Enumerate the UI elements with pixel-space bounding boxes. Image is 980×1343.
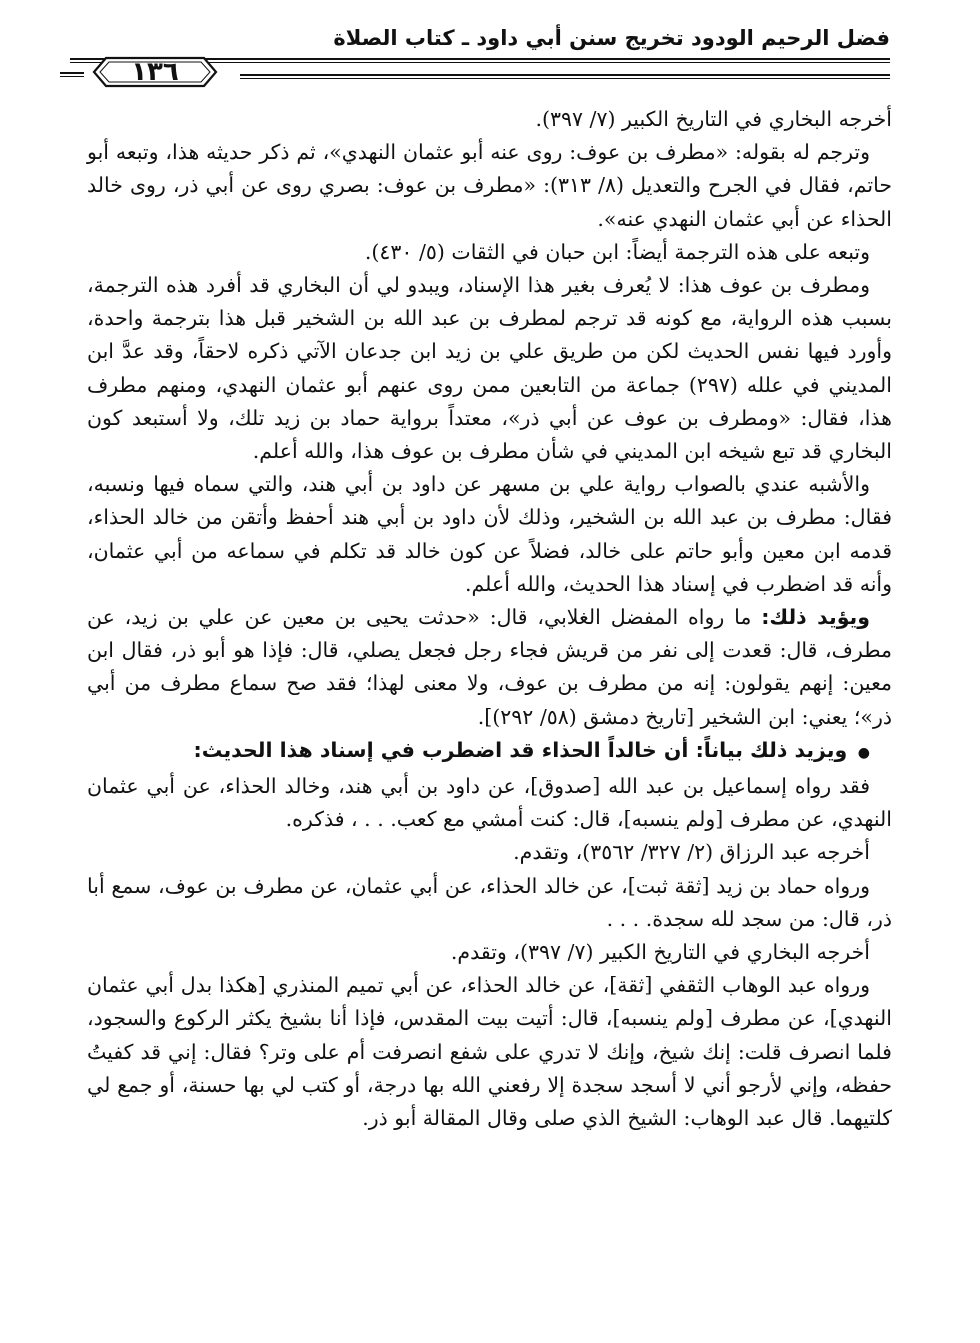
paragraph-text: أخرجه البخاري في التاريخ الكبير (٧/ ٣٩٧)، وتقدم. [450, 940, 870, 965]
paragraph-text: وتبعه على هذه الترجمة أيضاً: ابن حبان في الثقات (٥/ ٤٣٠). [364, 239, 870, 264]
paragraph [87, 269, 892, 468]
bullet-paragraph [87, 734, 892, 770]
paragraph-text: ويزيد ذلك بياناً: أن خالداً الحذاء قد اضطرب في إسناد هذا الحديث: [193, 737, 848, 762]
paragraph-text: ما رواه المفضل الغلابي، قال: «حدثت يحيى بن معين عن علي بن زيد، عن مطرف، قال: قعدت إلى نفر من قريش فجاء رجل فجعل يصلي، قال: فإذا هو أبو ذر، فقال ابن معين: إنهم يقولون: إنه من مطرف بن عوف، ولا معنى لهذا؛ فقد صح سماع مطرف من أبي ذر»؛ يعني: ابن الشخير [تاريخ دمشق (٥٨/ ٢٩٢)]. [87, 605, 892, 729]
page-header [70, 22, 890, 102]
paragraph-text: أخرجه عبد الرزاق (٢/ ٣٢٧/ ٣٥٦٢)، وتقدم. [513, 840, 870, 865]
paragraph-text: ورواه عبد الوهاب الثقفي [ثقة]، عن خالد الحذاء، عن أبي تميم المنذري [هكذا بدل أبي عثمان النهدي]، عن مطرف [ولم ينسبه]، قال: أتيت بيت المقدس، فإذا أنا بشيخ يكثر الركوع والسجود، فلما انصرف قلت: إنك شيخ، وإنك لا تدري على شفع انصرفت أم على وتر؟ فقال: إني قد كفيتُ حفظه، وإني لأرجو أني لا أسجد سجدة إلا رفعني الله بها درجة، أو كتب لي بها حسنة، أو جمع لي كلتيهما. قال عبد الوهاب: الشيخ الذي صلى وقال المقالة أبو ذر. [87, 973, 892, 1131]
paragraph-text: أخرجه البخاري في التاريخ الكبير (٧/ ٣٩٧). [535, 107, 892, 131]
page-number-badge [80, 48, 230, 96]
page-body [87, 103, 892, 1135]
page-number: ١٣٦ [131, 57, 179, 87]
paragraph-text: ومطرف بن عوف هذا: لا يُعرف بغير هذا الإسناد، ويبدو لي أن البخاري قد أفرد هذه الترجمة، بسبب هذه الرواية، مع كونه قد ترجم لمطرف بن عبد الله بن الشخير قبل هذا بترجمة واحدة، وأورد فيها نفس الحديث لكن من طريق علي بن زيد ابن جدعان الآتي ذكره لاحقاً، وقد عدَّ ابن المديني في علله (٢٩٧) جماعة من التابعين ممن روى عنهم أبو عثمان النهدي، ومنهم مطرف هذا، فقال: «ومطرف بن عوف عن أبي ذر»، معتداً برواية حماد بن زيد تلك، ولا أستبعد كون البخاري قد تبع شيخه ابن المديني في شأن مطرف بن عوف هذا، والله أعلم. [87, 273, 893, 464]
paragraph-text: وترجم له بقوله: «مطرف بن عوف: روى عنه أبو عثمان النهدي»، ثم ذكر حديثه هذا، وتبعه أبو حاتم، فقال في الجرح والتعديل (٨/ ٣١٣): «مطرف بن عوف: بصري روى عن أبي ذر، روى خالد الحذاء عن أبي عثمان النهدي عنه». [87, 140, 892, 231]
paragraph-lead: ويؤيد ذلك: [761, 605, 870, 630]
paragraph [87, 770, 892, 836]
paragraph [87, 103, 892, 136]
paragraph [87, 836, 892, 869]
paragraph-text: فقد رواه إسماعيل بن عبد الله [صدوق]، عن داود بن أبي هند، وخالد الحذاء، عن أبي عثمان النهدي، عن مطرف [ولم ينسبه]، قال: كنت أمشي مع كعب. . . ، فذكره. [87, 774, 892, 832]
paragraph [87, 969, 892, 1135]
paragraph [87, 936, 892, 969]
header-rule-right-lower-2 [240, 78, 890, 79]
paragraph [87, 468, 892, 601]
header-rule-right-lower [240, 74, 890, 76]
paragraph [87, 236, 892, 269]
paragraph [87, 601, 892, 734]
paragraph [87, 136, 892, 236]
paragraph-text: والأشبه عندي بالصواب رواية علي بن مسهر عن داود بن أبي هند، والتي سماه فيها ونسبه، فقال: مطرف بن عبد الله بن الشخير، وذلك لأن داود بن أبي هند أحفظ وأتقن من خالد الحذاء، قدمه ابن معين وأبو حاتم على خالد، فضلاً عن كون خالد قد تكلم في سماعه من أبي عثمان، وأنه قد اضطرب في إسناد هذا الحديث، والله أعلم. [87, 472, 892, 596]
bullet-icon: ● [857, 744, 870, 761]
running-title: فضل الرحيم الودود تخريج سنن أبي داود ـ كتاب الصلاة [333, 26, 890, 50]
paragraph-text: ورواه حماد بن زيد [ثقة ثبت]، عن خالد الحذاء، عن أبي عثمان، عن مطرف بن عوف، سمع أبا ذر، قال: من سجد لله سجدة. . . . [87, 873, 892, 931]
paragraph [87, 870, 892, 936]
